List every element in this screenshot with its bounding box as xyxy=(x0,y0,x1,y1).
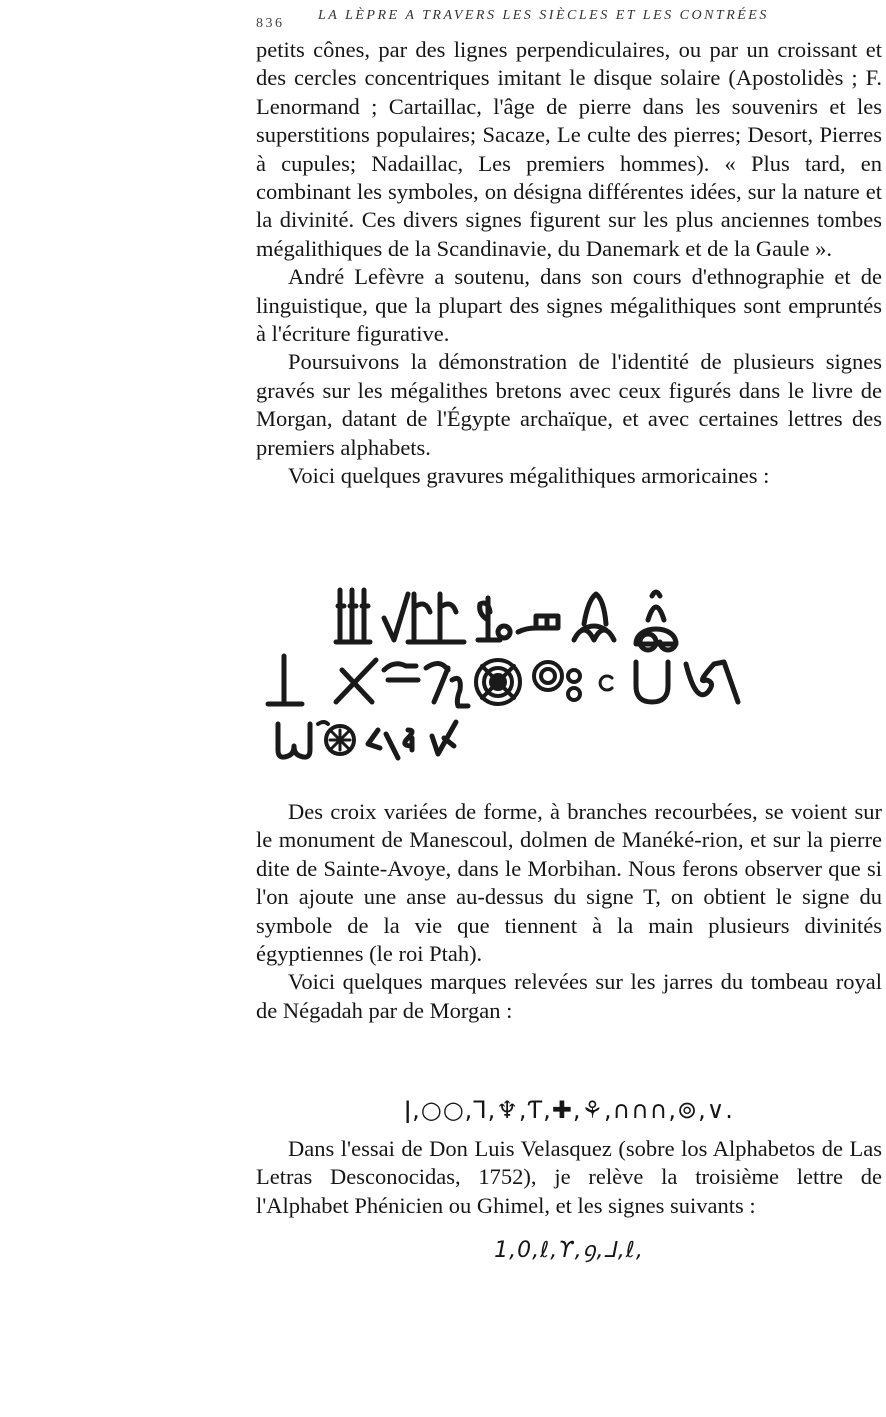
paragraph-crosses: Des croix variées de forme, à branches recourbées, se voient sur le monument de Manescoul, dolmen de Manéké-rion, et sur la pierre dite de Sainte-Avoye, dans le Morbihan. Nous ferons observer que si l'on ajoute une anse au-dessus du signe T, on obtient le signe du symbole de la vie que tiennent à la main plusieurs divinités égyptiennes (le roi Ptah). xyxy=(256,799,882,967)
sign-u-shape xyxy=(636,662,668,702)
paragraph-demonstration: Poursuivons la démonstration de l'identité de plusieurs signes gravés sur les mégalithes bretons avec ceux figurés dans le livre de Morgan, datant de l'Égypte archaïque, et avec certaines lettres des premiers alphabets. xyxy=(256,349,882,460)
sign-staff-loop xyxy=(478,598,510,640)
sign-cross-x xyxy=(336,660,376,702)
running-title: LA LÈPRE A TRAVERS LES SIÈCLES ET LES CONTRÉES xyxy=(318,8,769,23)
sign-crook-staff xyxy=(426,663,468,706)
sign-triple-hafted-axes xyxy=(336,590,370,642)
sign-w-shape xyxy=(278,724,310,757)
paragraph-lefevre: André Lefèvre a soutenu, dans son cours d'ethnographie et de linguistique, que la plupart des signes mégalithiques sont empruntés à l'écriture figurative. xyxy=(256,264,882,347)
sign-eye-hat xyxy=(636,592,676,650)
sign-hook-dash xyxy=(384,664,418,680)
sign-arrow-mark xyxy=(368,730,398,758)
paragraph-intro-figure: Voici quelques gravures mégalithiques armoricaines : xyxy=(288,463,770,489)
sign-s-mark xyxy=(405,730,412,750)
body-text-bottom xyxy=(256,1135,882,1220)
page-number: 836 xyxy=(256,16,285,31)
sign-ring-star xyxy=(318,722,354,754)
paragraph-velasquez: Dans l'essai de Don Luis Velasquez (sobre los Alphabetos de Las Letras Desconocidas, 1752), je relève la troisième lettre de l'Alphabet Phénicien ou Ghimel, et les signes suivants : xyxy=(256,1136,882,1218)
paragraph-negadah: Voici quelques marques relevées sur les jarres du tombeau royal de Négadah par de Morgan : xyxy=(256,969,882,1023)
sign-check-hooks xyxy=(384,594,464,642)
sign-concentric-circles xyxy=(534,662,580,700)
sign-check-stroke xyxy=(432,722,456,754)
sign-crescent-c xyxy=(600,676,612,690)
body-text-top xyxy=(256,36,882,491)
paragraph-continuation: petits cônes, par des lignes perpendiculaires, ou par un croissant et des cercles concentriques imitant le disque solaire (Apostolidès ; F. Lenormand ; Cartaillac, l'âge de pierre dans les souvenirs et les superstitions populaires; Sacaze, Le culte des pierres; Desort, Pierres à cupules; Nadaillac, Les premiers hommes). « Plus tard, en combinant les symboles, on désigna différentes idées, sur la nature et la divinité. Ces divers signes figurent sur les plus anciennes tombes mégalithiques de la Scandinavie, du Danemark et de la Gaule ». xyxy=(256,37,882,261)
sign-wavy-figure xyxy=(574,594,614,640)
sign-handled-cartouche xyxy=(518,616,558,632)
sign-loop-zigzag xyxy=(686,662,738,702)
sign-radiant-disc xyxy=(476,660,520,704)
ghimel-signs-line: 1,0,ℓ,ϒ,ꝯ,⅃,ℓ, xyxy=(494,1238,644,1263)
megalithic-engravings-figure xyxy=(256,584,882,782)
body-text-middle xyxy=(256,798,882,1025)
jar-marks-line: ǀ,○○,⅂,♆,Ƭ,✚,⚘,∩∩∩,⊚,∨. xyxy=(404,1096,734,1124)
sign-inverted-t xyxy=(268,656,302,704)
megalithic-signs-illustration xyxy=(256,584,882,782)
